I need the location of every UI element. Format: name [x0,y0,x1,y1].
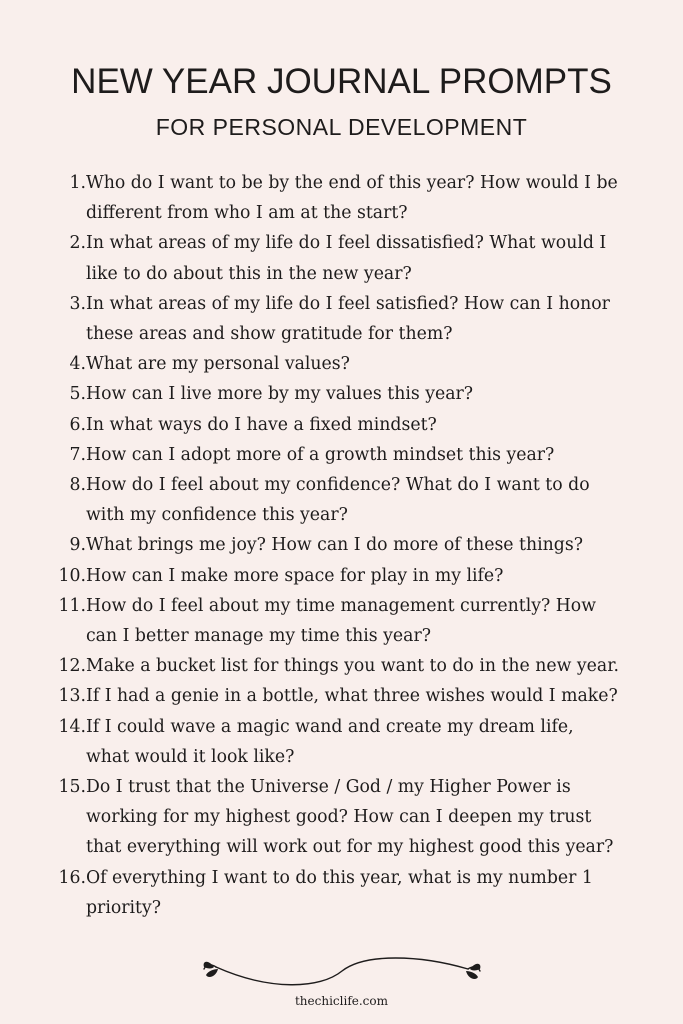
prompt-text: Make a bucket list for things you want to do in the new year. [86,656,620,677]
list-item [40,561,660,591]
prompt-number: 3. [69,293,86,314]
prompt-number: 9. [69,535,86,556]
prompt-number: 13. [58,686,86,707]
footer-site-url: thechiclife.com [294,994,389,1008]
prompt-number: 1. [69,173,86,193]
prompt-text: How do I feel about my time management currently? How can I better manage my time this year? [86,595,597,647]
prompt-number: 5. [69,384,86,405]
prompt-text: Of everything I want to do this year, what is my number 1 priority? [86,867,593,918]
list-item [40,440,660,470]
list-item [40,470,660,530]
list-item [40,772,660,863]
prompt-number: 4. [69,354,86,375]
prompt-list [40,168,660,923]
prompt-number: 14. [58,716,86,737]
list-item [40,410,660,440]
list-item [40,681,660,711]
prompt-text: If I could wave a magic wand and create my dream life, what would it look like? [86,716,574,767]
prompt-text: How can I live more by my values this year? [86,384,474,405]
prompt-text: Who do I want to be by the end of this year? How would I be different from who I am at the start? [86,173,618,224]
prompt-number: 11. [58,595,86,616]
list-item [40,712,660,772]
prompt-text: How can I adopt more of a growth mindset this year? [86,444,555,465]
prompt-number: 8. [69,475,86,496]
list-item [40,349,660,379]
list-item [40,289,660,349]
prompt-number: 15. [58,777,86,798]
prompt-text: What are my personal values? [86,354,350,375]
list-item [40,591,660,651]
prompt-number: 16. [58,867,86,888]
prompt-number: 10. [58,565,86,586]
list-item [40,379,660,409]
prompt-text: If I had a genie in a bottle, what three wishes would I make? [86,686,618,707]
prompt-text: How can I make more space for play in my life? [86,565,504,586]
page-title: NEW YEAR JOURNAL PROMPTS [71,62,612,101]
list-item [40,228,660,288]
prompt-number: 2. [69,233,86,254]
prompt-text: What brings me joy? How can I do more of these things? [86,535,583,556]
prompt-text: In what areas of my life do I feel dissatisfied? What would I like to do about this in the new year? [86,233,607,284]
prompt-text: Do I trust that the Universe / God / my Higher Power is working for my highest good? How can I deepen my trust that everything will work out for my highest good this year? [86,777,614,858]
prompt-text: In what areas of my life do I feel satisfied? How can I honor these areas and show gratitude for them? [86,293,610,345]
vine-flourish-icon [200,955,484,991]
list-item [40,863,660,923]
prompt-number: 6. [69,414,86,435]
prompt-number: 7. [69,444,86,465]
list-item [40,168,660,228]
prompt-text: How do I feel about my confidence? What do I want to do with my confidence this year? [86,475,590,526]
prompt-number: 12. [58,656,86,677]
list-item [40,530,660,560]
list-item [40,651,660,681]
page-subtitle: FOR PERSONAL DEVELOPMENT [155,114,528,140]
prompt-text: In what ways do I have a fixed mindset? [86,414,437,435]
